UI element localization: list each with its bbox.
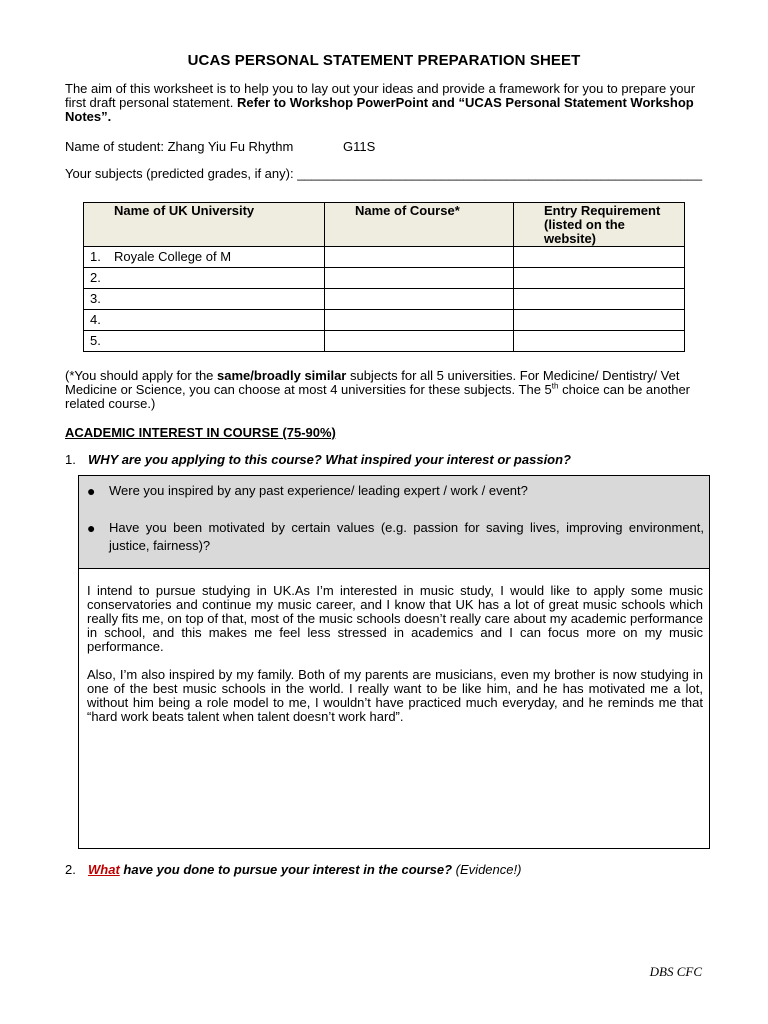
prompt-panel (79, 476, 709, 569)
university-cell[interactable] (84, 310, 325, 331)
course-cell[interactable] (325, 331, 514, 352)
row-number: 1. (90, 249, 101, 264)
answer-box (78, 475, 710, 849)
answer-paragraph: Also, I’m also inspired by my family. Both of my parents are musicians, even my brother is now studying in one of the best music schools in the world. I really want to be like him, and he has motivated me a lot, without him being a role model to me, I wouldn’t have practiced much everyday, and he reminds me that “hard work beats talent when talent doesn’t work hard”. (87, 667, 703, 724)
answer-paragraph: I intend to pursue studying in UK.As I’m interested in music study, I would like to apply some music conservatories and continue my music career, and I know that UK has a lot of great music schools which really fits me, on top of that, most of the music schools doesn’t really care about my academic performance in school, and this makes me feel less stressed in academics and I can focus more on my music performance. (87, 583, 703, 654)
university-cell[interactable] (84, 268, 325, 289)
row-number: 4. (90, 312, 101, 327)
table-row (84, 247, 685, 268)
footnote-superscript: th (551, 381, 559, 391)
intro-paragraph (65, 82, 705, 124)
student-class: G11S (343, 139, 376, 154)
university-table (83, 202, 685, 352)
question-1 (65, 452, 571, 467)
row-number: 3. (90, 291, 101, 306)
footnote-bold: same/broadly similar (217, 368, 347, 383)
intro-text: The aim of this worksheet is to help you to lay out your ideas and provide a framework for you to prepare your first draft personal statement. (65, 81, 696, 110)
student-name: Name of student: Zhang Yiu Fu Rhythm (65, 139, 294, 154)
course-cell[interactable] (325, 247, 514, 268)
course-cell[interactable] (325, 268, 514, 289)
university-name: Royale College of M (114, 249, 232, 264)
table-row (84, 310, 685, 331)
question-number: 2. (65, 862, 76, 877)
bullet-icon: ● (87, 483, 96, 499)
table-row (84, 331, 685, 352)
footnote-text: (*You should apply for the (65, 368, 218, 383)
university-cell[interactable] (84, 289, 325, 310)
prompt-item (87, 482, 704, 500)
table-header-row (84, 203, 685, 247)
question-2 (65, 862, 521, 877)
question-number: 1. (65, 452, 76, 467)
prompt-item (87, 519, 704, 555)
row-number: 5. (90, 333, 101, 348)
entry-cell[interactable] (514, 310, 685, 331)
footnote-text: choice can be another related course.) (65, 382, 691, 411)
table-row (84, 268, 685, 289)
row-number: 2. (90, 270, 101, 285)
question-text: WHY are you applying to this course? What inspired your interest or passion? (88, 452, 571, 467)
question-highlight: What (88, 862, 120, 877)
question-evidence-note: (Evidence!) (452, 862, 522, 877)
subjects-line: Your subjects (predicted grades, if any): ________________________________________________________ (65, 166, 703, 181)
university-cell[interactable] (84, 331, 325, 352)
header-entry-requirement: Entry Requirement (listed on the website) (514, 203, 685, 247)
header-university: Name of UK University (84, 203, 325, 247)
prompt-text: Were you inspired by any past experience/ leading expert / work / event? (109, 483, 528, 498)
course-cell[interactable] (325, 289, 514, 310)
footer-label: DBS CFC (649, 964, 702, 979)
entry-cell[interactable] (514, 268, 685, 289)
bullet-icon: ● (87, 520, 96, 536)
university-cell[interactable] (84, 247, 325, 268)
footnote-text: subjects for all 5 universities. For Medicine/ Dentistry/ Vet Medicine or Science, you can choose at most 4 universities for these subjects. The 5 (65, 368, 680, 397)
entry-cell[interactable] (514, 331, 685, 352)
course-cell[interactable] (325, 310, 514, 331)
section-heading: ACADEMIC INTEREST IN COURSE (75-90%) (65, 425, 336, 440)
page-title: UCAS PERSONAL STATEMENT PREPARATION SHEET (187, 52, 581, 69)
entry-cell[interactable] (514, 289, 685, 310)
header-course: Name of Course* (325, 203, 514, 247)
entry-cell[interactable] (514, 247, 685, 268)
intro-bold-reference: Refer to Workshop PowerPoint and “UCAS Personal Statement Workshop Notes”. (65, 95, 694, 124)
question-text: have you done to pursue your interest in the course? (119, 862, 453, 877)
prompt-text: Have you been motivated by certain values (e.g. passion for saving lives, improving environment, justice, fairness)? (109, 520, 704, 553)
answer-text-area[interactable] (87, 584, 703, 738)
footnote (65, 369, 705, 411)
table-row (84, 289, 685, 310)
